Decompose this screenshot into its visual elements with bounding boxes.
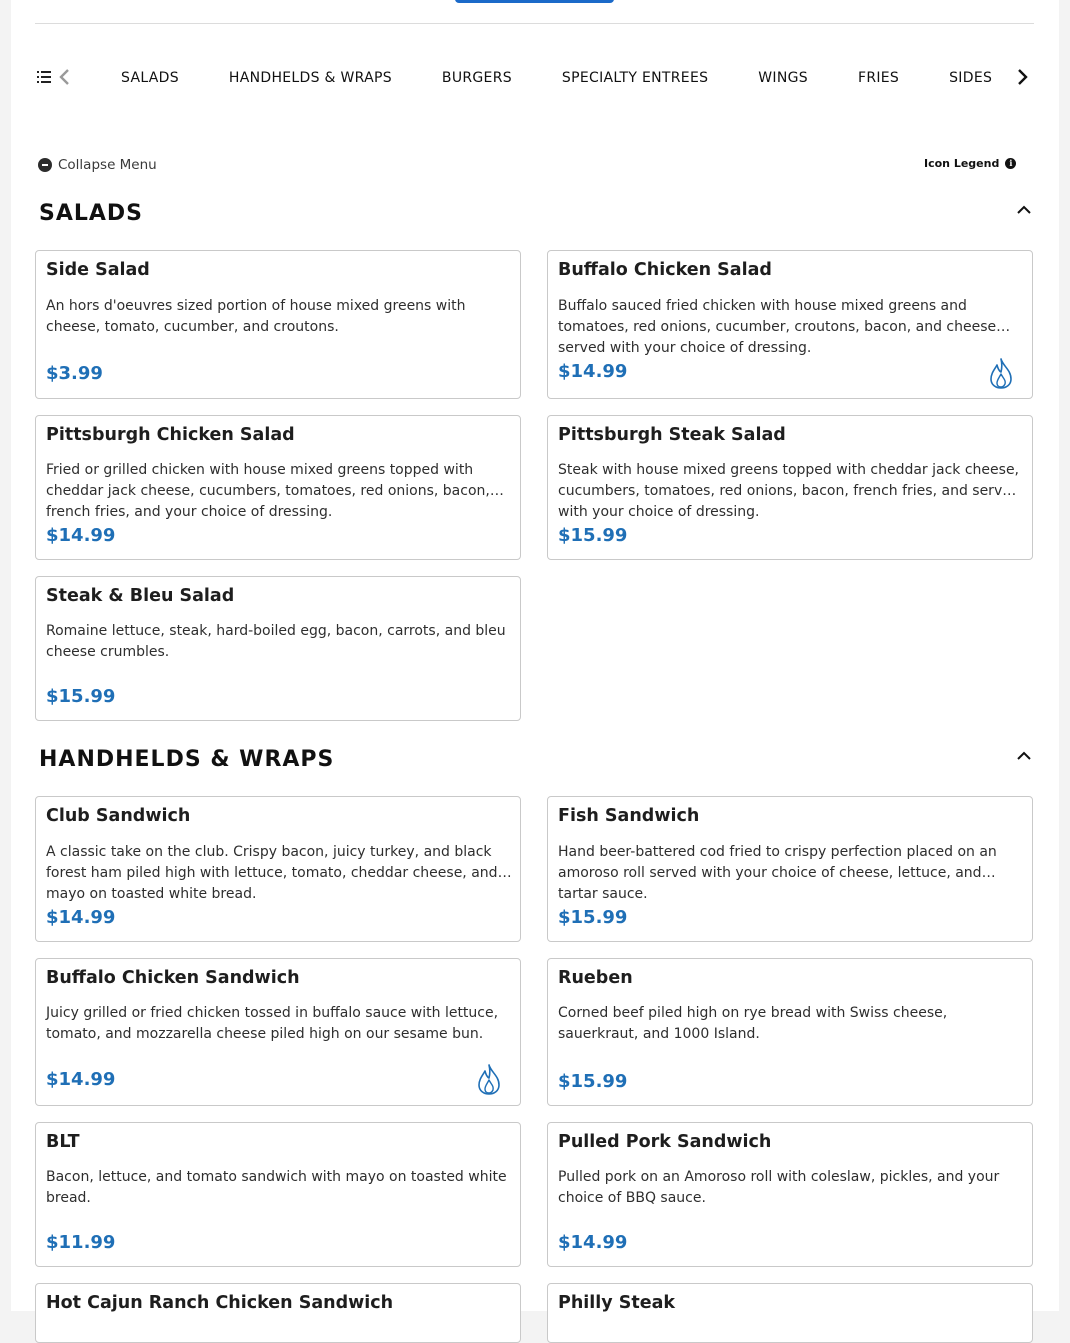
list-icon[interactable] bbox=[37, 70, 51, 84]
item-description: Corned beef piled high on rye bread with Swiss cheese, sauerkraut, and 1000 Island. bbox=[558, 1005, 948, 1042]
item-name: Pittsburgh Chicken Salad bbox=[46, 425, 295, 445]
tab-sides[interactable]: SIDES bbox=[949, 70, 993, 86]
order-button[interactable] bbox=[455, 0, 614, 3]
info-icon: i bbox=[1005, 158, 1016, 169]
item-name: Buffalo Chicken Sandwich bbox=[46, 968, 300, 988]
item-name: Pulled Pork Sandwich bbox=[558, 1132, 772, 1152]
spicy-flame-icon bbox=[988, 357, 1014, 389]
item-name: Buffalo Chicken Salad bbox=[558, 260, 772, 280]
item-price: $14.99 bbox=[46, 1069, 116, 1090]
icon-legend-label: Icon Legend bbox=[924, 157, 1000, 170]
item-description: Juicy grilled or fried chicken tossed in buffalo sauce with lettuce, tomato, and mozzarella cheese piled high on our sesame bun. bbox=[46, 1005, 499, 1042]
category-tabs bbox=[121, 55, 1042, 101]
menu-page bbox=[11, 0, 1059, 1311]
chevron-right-icon[interactable] bbox=[1015, 68, 1029, 86]
item-description: A classic take on the club. Crispy bacon, juicy turkey, and black forest ham piled high with lettuce, tomato, cheddar cheese, and mayo on toasted white bread. bbox=[46, 844, 498, 902]
tab-fries[interactable]: FRIES bbox=[857, 70, 900, 86]
chevron-up-icon[interactable] bbox=[1016, 203, 1032, 215]
item-description: Hand beer-battered cod fried to crispy perfection placed on an amoroso roll served with your choice of cheese, lettuce, and tartar sauce. bbox=[558, 844, 997, 902]
item-price: $14.99 bbox=[46, 525, 116, 546]
item-name: BLT bbox=[46, 1132, 80, 1152]
menu-item-card[interactable] bbox=[547, 958, 1033, 1106]
section-title-salads: SALADS bbox=[39, 201, 144, 226]
minus-circle-icon bbox=[38, 158, 52, 172]
item-name: Hot Cajun Ranch Chicken Sandwich bbox=[46, 1293, 394, 1313]
tab-handhelds-wraps[interactable]: HANDHELDS & WRAPS bbox=[228, 70, 392, 86]
menu-item-card[interactable] bbox=[35, 415, 521, 560]
menu-item-card[interactable] bbox=[35, 1122, 521, 1267]
item-description: An hors d'oeuvres sized portion of house mixed greens with cheese, tomato, cucumber, and croutons. bbox=[46, 298, 466, 335]
menu-item-card[interactable] bbox=[547, 796, 1033, 942]
item-description: Romaine lettuce, steak, hard-boiled egg, bacon, carrots, and bleu cheese crumbles. bbox=[46, 623, 506, 660]
icon-legend-button[interactable] bbox=[924, 157, 1016, 170]
item-name: Steak & Bleu Salad bbox=[46, 586, 235, 606]
tab-wings[interactable]: WINGS bbox=[758, 70, 808, 86]
item-description: Pulled pork on an Amoroso roll with coleslaw, pickles, and your choice of BBQ sauce. bbox=[558, 1169, 1000, 1206]
chevron-up-icon[interactable] bbox=[1016, 749, 1032, 761]
menu-item-card[interactable] bbox=[547, 1283, 1033, 1343]
tab-salads[interactable]: SALADS bbox=[121, 70, 179, 86]
item-name: Club Sandwich bbox=[46, 806, 191, 826]
item-price: $15.99 bbox=[46, 686, 116, 707]
item-description: Bacon, lettuce, and tomato sandwich with mayo on toasted white bread. bbox=[46, 1169, 507, 1206]
section-title-handhelds-wraps: HANDHELDS & WRAPS bbox=[39, 747, 335, 772]
item-price: $11.99 bbox=[46, 1232, 116, 1253]
menu-item-card[interactable] bbox=[35, 796, 521, 942]
item-price: $15.99 bbox=[558, 907, 628, 928]
category-nav bbox=[35, 55, 1034, 101]
item-name: Rueben bbox=[558, 968, 633, 988]
item-description: Steak with house mixed greens topped with cheddar jack cheese, cucumbers, tomatoes, red onions, bacon, french fries, and served with your choice of dressing. bbox=[558, 462, 1020, 520]
menu-item-card[interactable] bbox=[547, 250, 1033, 399]
menu-item-card[interactable] bbox=[35, 1283, 521, 1343]
item-price: $14.99 bbox=[558, 1232, 628, 1253]
item-name: Side Salad bbox=[46, 260, 150, 280]
menu-item-card[interactable] bbox=[35, 250, 521, 399]
menu-item-card[interactable] bbox=[35, 576, 521, 721]
collapse-menu-label: Collapse Menu bbox=[58, 157, 157, 173]
chevron-left-icon[interactable] bbox=[58, 68, 72, 86]
collapse-menu-button[interactable] bbox=[38, 157, 157, 173]
item-name: Fish Sandwich bbox=[558, 806, 700, 826]
menu-item-card[interactable] bbox=[547, 1122, 1033, 1267]
spicy-flame-icon bbox=[476, 1063, 502, 1095]
tab-burgers[interactable]: BURGERS bbox=[441, 70, 512, 86]
menu-item-card[interactable] bbox=[547, 415, 1033, 560]
item-price: $15.99 bbox=[558, 525, 628, 546]
item-description: Buffalo sauced fried chicken with house mixed greens and tomatoes, red onions, cucumber, croutons, bacon, and cheese served with your choice of dressing. bbox=[558, 298, 997, 356]
item-name: Pittsburgh Steak Salad bbox=[558, 425, 786, 445]
item-price: $15.99 bbox=[558, 1071, 628, 1092]
menu-item-card[interactable] bbox=[35, 958, 521, 1106]
item-name: Philly Steak bbox=[558, 1293, 676, 1313]
item-price: $14.99 bbox=[558, 361, 628, 382]
item-price: $3.99 bbox=[46, 363, 103, 384]
divider bbox=[35, 23, 1034, 24]
item-description: Fried or grilled chicken with house mixed greens topped with cheddar jack cheese, cucumbers, tomatoes, red onions, bacon, french fries, and your choice of dressing. bbox=[46, 462, 490, 520]
item-price: $14.99 bbox=[46, 907, 116, 928]
tab-specialty-entrees[interactable]: SPECIALTY ENTREES bbox=[561, 70, 709, 86]
